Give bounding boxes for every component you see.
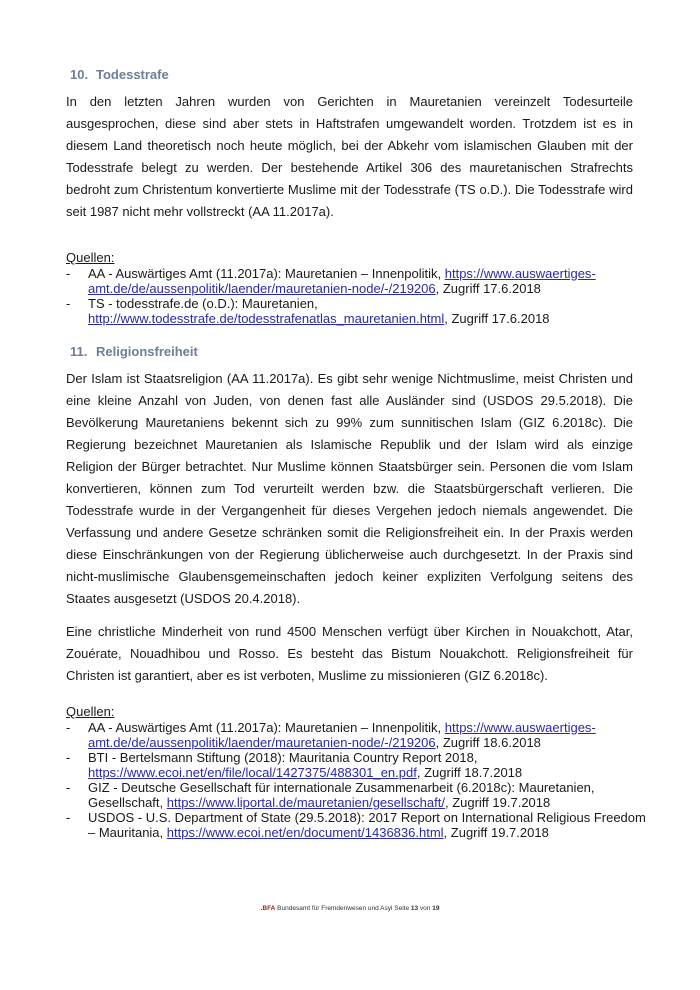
paragraph-religionsfreiheit-1: Der Islam ist Staatsreligion (AA 11.2017a). Es gibt sehr wenige Nichtmuslime, meist Christen und eine kleine Anzahl von Juden, von denen fast alle Ausländer sind (USDOS 29.5.2018). Die Bevölkerung Mauretaniens bekennt sich zu 99% zum sunnitischen Islam (GIZ 6.2018c). Die Regierung bezeichnet Mauretanien als Islamische Republik und der Islam wird als einzige Religion der Bürger betrachtet. Nur Muslime können Staatsbürger sein. Personen die vom Islam konvertieren, können zum Tod verurteilt werden bzw. die Staatsbürgerschaft verlieren. Die Todesstrafe wurde in der Vergangenheit für dieses Vergehen jedoch niemals angewendet. Die Verfassung und andere Gesetze schränken somit die Religionsfreiheit ein. In der Praxis werden diese Einschränkungen von der Regierung üblicherweise auch durchgesetzt. In der Praxis sind nicht-muslimische Glaubensgemeinschaften jedoch keiner expliziten Verfolgung seitens des Staates ausgesetzt (USDOS 20.4.2018). [66,371,633,606]
bfa-logo: .BFA [260,905,276,912]
source-link[interactable]: https://www.ecoi.net/en/document/1436836.html [166,825,444,840]
source-link[interactable]: https://www.ecoi.net/en/file/local/1427375/488301_en.pdf [88,765,417,780]
source-link[interactable]: http://www.todesstrafe.de/todesstrafenatlas_mauretanien.html [88,311,445,326]
section-heading-todesstrafe [70,67,169,82]
sources-title: Quellen: [66,704,115,719]
current-page: 13 [410,905,419,912]
source-link[interactable]: https://www.auswaertiges-amt.de/de/aussenpolitik/laender/mauretanien-node/-/219206 [88,720,596,750]
source-link[interactable]: https://www.auswaertiges-amt.de/de/aussenpolitik/laender/mauretanien-node/-/219206 [88,266,596,296]
section-number: 10. [70,67,89,82]
paragraph-religionsfreiheit-2: Eine christliche Minderheit von rund 4500 Menschen verfügt über Kirchen in Nouakchott, Atar, Zouérate, Nouadhibou und Rosso. Es besteht das Bistum Nouakchott. Religionsfreiheit für Christen ist garantiert, aber es ist verboten, Muslime zu missionieren (GIZ 6.2018c). [66,624,633,683]
source-item: - AA - Auswärtiges Amt (11.2017a): Mauretanien – Innenpolitik, https://www.auswaertiges-amt.de/de/aussenpolitik/laender/mauretanien-node/-/219206, Zugriff 17.6.2018 [66,266,596,296]
section-title: Todesstrafe [96,67,169,82]
source-item: - BTI - Bertelsmann Stiftung (2018): Mauritania Country Report 2018, https://www.ecoi.net/en/file/local/1427375/488301_en.pdf, Zugriff 18.7.2018 [66,750,523,780]
source-item: - USDOS - U.S. Department of State (29.5.2018): 2017 Report on International Religious Freedom – Mauritania, https://www.ecoi.net/en/document/1436836.html, Zugriff 19.7.2018 [66,810,646,840]
source-link[interactable]: https://www.liportal.de/mauretanien/gesellschaft/ [166,795,445,810]
section-number: 11. [70,344,88,359]
section-title: Religionsfreiheit [96,344,198,359]
sources-title: Quellen: [66,250,115,265]
source-item: - TS - todesstrafe.de (o.D.): Mauretanien, http://www.todesstrafe.de/todesstrafenatlas_mauretanien.html, Zugriff 17.6.2018 [66,296,550,326]
page-footer: .BFA Bundesamt für Fremdenwesen und Asyl Seite 13 von 19 [260,905,440,912]
paragraph-todesstrafe: In den letzten Jahren wurden von Gerichten in Mauretanien vereinzelt Todesurteile ausgesprochen, diese sind aber stets in Haftstrafen umgewandelt worden. Trotzdem ist es in diesem Land theoretisch noch heute möglich, bei der Abkehr vom islamischen Glauben mit der Todesstrafe belegt zu werden. Der bestehende Artikel 306 des mauretanischen Strafrechts bedroht zum Christentum konvertierte Muslime mit der Todesstrafe (TS o.D.). Die Todesstrafe wird seit 1987 nicht mehr vollstreckt (AA 11.2017a). [66,94,633,219]
total-pages: 19 [432,905,440,912]
section-heading-religionsfreiheit [70,344,198,359]
sources-religionsfreiheit [66,704,646,840]
sources-todesstrafe [66,250,646,326]
source-item: - AA - Auswärtiges Amt (11.2017a): Mauretanien – Innenpolitik, https://www.auswaertiges-amt.de/de/aussenpolitik/laender/mauretanien-node/-/219206, Zugriff 18.6.2018 [66,720,596,750]
source-item: - GIZ - Deutsche Gesellschaft für internationale Zusammenarbeit (6.2018c): Mauretanien, Gesellschaft, https://www.liportal.de/mauretanien/gesellschaft/, Zugriff 19.7.2018 [66,780,595,810]
